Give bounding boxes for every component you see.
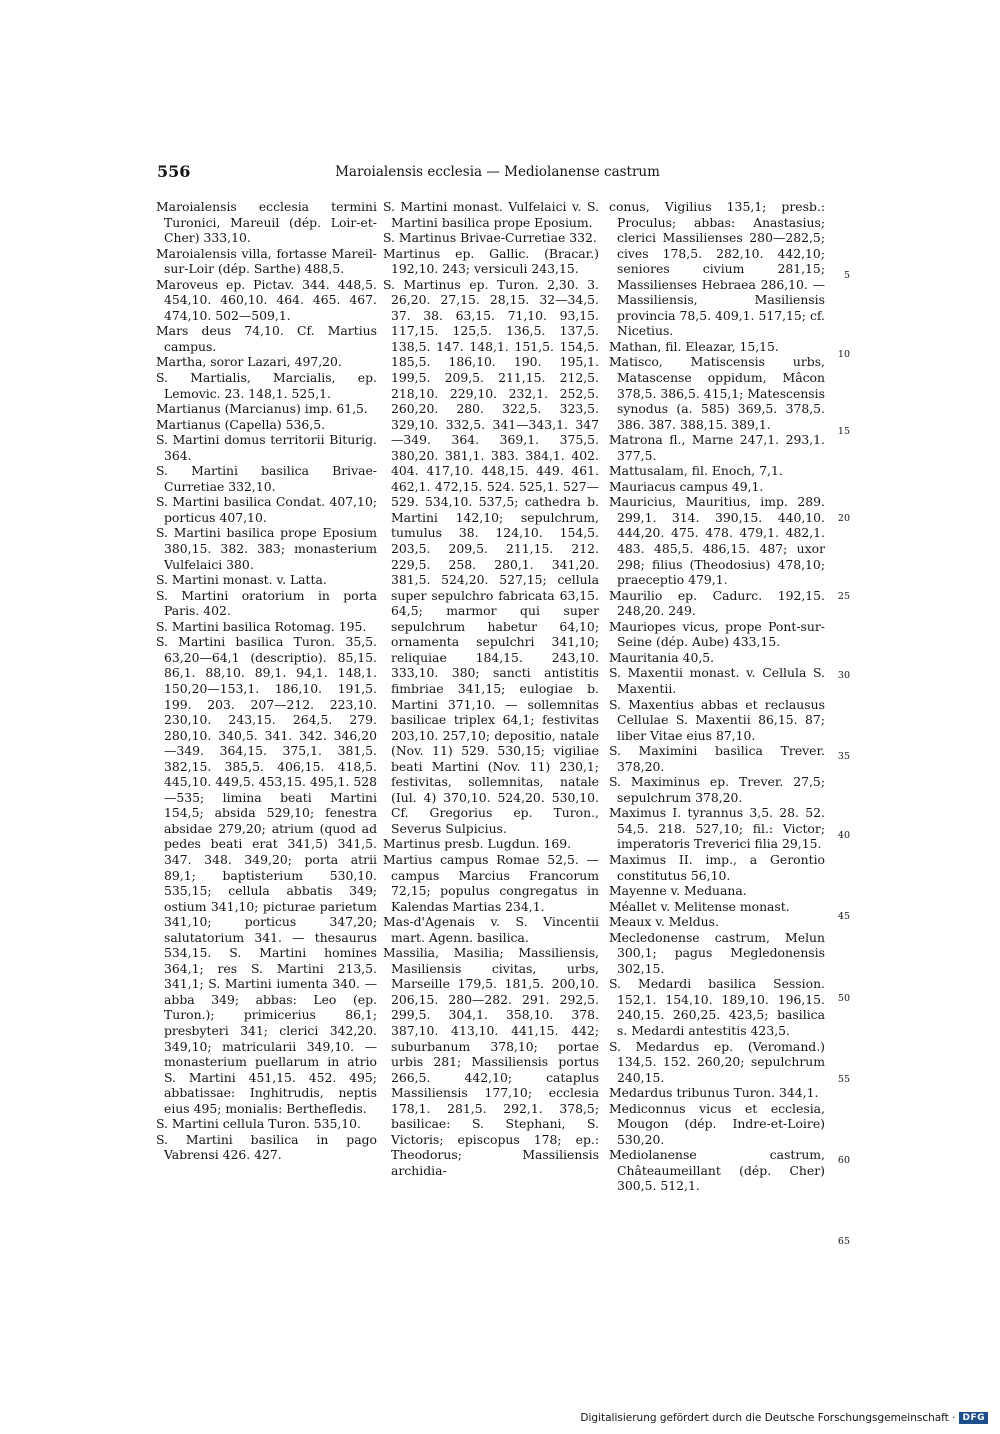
line-number: 10	[837, 349, 850, 360]
index-entry: Martianus (Capella) 536,5.	[156, 416, 326, 432]
index-entry: conus, Vigilius 135,1; presb.: Proculus; abbas: Anastasius; clerici Massilienses 280—282,5; cives 178,5. 282,10. 442,10; seniores civium 281,15; Massilienses Hebraea 286,10. — Massiliensis, Masiliensis provincia 78,5. 409,1. 517,15; cf. Nicetius.	[609, 199, 825, 339]
index-entry: Maroveus ep. Pictav. 344. 448,5. 454,10. 460,10. 464. 465. 467. 474,10. 502—509,1.	[156, 276, 377, 323]
index-entry: Mecledonense castrum, Melun 300,1; pagus Megledonensis 302,15.	[609, 929, 825, 976]
index-entry: Mathan, fil. Eleazar, 15,15.	[609, 338, 779, 354]
index-entry: Martianus (Marcianus) imp. 61,5.	[156, 401, 368, 417]
index-entry: Maximus II. imp., a Gerontio constitutus 56,10.	[609, 851, 825, 883]
index-entry: Mars deus 74,10. Cf. Martius campus.	[156, 323, 377, 354]
index-entry: S. Medardi basilica Session. 152,1. 154,10. 189,10. 196,15. 240,15. 260,25. 423,5; basilica s. Medardi antestitis 423,5.	[609, 976, 825, 1038]
index-entry: Martius campus Romae 52,5. — campus Marcius Francorum 72,15; populus congregatus in Kalendas Martias 234,1.	[383, 851, 599, 914]
index-entry: Mattusalam, fil. Enoch, 7,1.	[609, 463, 783, 479]
index-entry: S. Martinus ep. Turon. 2,30. 3. 26,20. 27,15. 28,15. 32—34,5. 37. 38. 63,15. 71,10. 93,15. 117,15. 125,5. 136,5. 137,5. 138,5. 147. 148,1. 151,5. 154,5. 185,5. 186,10. 190. 195,1. 199,5. 209,5. 211,15. 212,5. 218,10. 229,10. 232,1. 252,5. 260,20. 280. 322,5. 323,5. 329,10. 332,5. 341—343,1. 347—349. 364. 369,1. 375,5. 380,20. 381,1. 383. 384,1. 402. 404. 417,10. 448,15. 449. 461. 462,1. 472,15. 524. 525,1. 527—529. 534,10. 537,5; cathedra b. Martini 142,10; sepulchrum, tumulus 38. 124,10. 154,5. 203,5. 209,5. 211,15. 212. 229,5. 258. 280,1. 341,20. 381,5. 524,20. 527,15; cellula super sepulchro fabricata 63,15. 64,5; marmor qui super sepulchrum habetur 64,10; ornamenta sepulchri 341,10; reliquiae 184,15. 243,10. 333,10. 380; sancti antistitis fimbriae 341,15; eulogiae b. Martini 371,10. — sollemnitas basilicae triplex 64,1; festivitas 203,10. 257,10; depositio, natale (Nov. 11) 529. 530,15; vigiliae beati Martini (Nov. 11) 230,1; festivitas, sollemnitas, natale (Iul. 4) 370,10. 524,20. 530,10. Cf. Gregorius ep. Turon., Severus Sulpicius.	[383, 276, 599, 836]
line-number: 40	[837, 830, 850, 841]
line-number: 25	[837, 591, 850, 602]
line-number: 45	[837, 911, 850, 922]
index-column-2	[383, 199, 599, 1178]
footer-text: Digitalisierung gefördert durch die Deutsche Forschungsgemeinschaft ·	[580, 1412, 956, 1424]
index-entry: Maroialensis ecclesia termini Turonici, Mareuil (dép. Loir-et-Cher) 333,10.	[156, 199, 377, 246]
index-entry: Martinus ep. Gallic. (Bracar.) 192,10. 243; versiculi 243,15.	[383, 245, 599, 277]
index-entry: S. Martini cellula Turon. 535,10.	[156, 1116, 361, 1132]
line-number: 20	[837, 513, 850, 524]
index-column-1	[156, 199, 377, 1163]
index-entry: Méallet v. Melitense monast.	[609, 898, 790, 914]
index-entry: Martha, soror Lazari, 497,20.	[156, 354, 342, 370]
index-entry: S. Martini basilica in pago Vabrensi 426. 427.	[156, 1131, 377, 1163]
dfg-logo: DFG	[959, 1412, 988, 1424]
index-entry: Martinus presb. Lugdun. 169.	[383, 836, 572, 852]
line-number: 35	[837, 751, 850, 762]
index-entry: Maximus I. tyrannus 3,5. 28. 52. 54,5. 218. 527,10; fil.: Victor; imperatoris Treverici filia 29,15.	[609, 805, 825, 852]
index-entry: S. Maximini basilica Trever. 378,20.	[609, 743, 825, 774]
line-number: 5	[843, 270, 850, 281]
index-entry: Matisco, Matiscensis urbs, Matascense oppidum, Mâcon 378,5. 386,5. 415,1; Matescensis synodus (a. 585) 369,5. 378,5. 386. 387. 388,15. 389,1.	[609, 354, 825, 432]
line-number: 65	[837, 1236, 850, 1247]
index-entry: Mediconnus vicus et ecclesia, Mougon (dép. Indre-et-Loire) 530,20.	[609, 1100, 825, 1147]
index-entry: Massilia, Masilia; Massiliensis, Masiliensis civitas, urbs, Marseille 179,5. 181,5. 200,10. 206,15. 280—282. 291. 292,5. 299,5. 304,1. 358,10. 378. 387,10. 413,10. 441,15. 442; suburbanum 378,10; portae urbis 281; Massiliensis portus 266,5. 442,10; cataplus Massiliensis 177,10; ecclesia 178,1. 281,5. 292,1. 378,5; basilicae: S. Stephani, S. Victoris; episcopus 178; ep.: Theodorus; Massiliensis archidia-	[383, 945, 599, 1178]
page-number: 556	[157, 162, 191, 181]
index-entry: Mauricius, Mauritius, imp. 289. 299,1. 314. 390,15. 440,10. 444,20. 475. 478. 479,1. 482,1. 483. 485,5. 486,15. 487; uxor 298; filius (Theodosius) 478,10; praeceptio 479,1.	[609, 494, 825, 588]
index-entry: Matrona fl., Marne 247,1. 293,1. 377,5.	[609, 432, 825, 463]
index-entry: Mas-d'Agenais v. S. Vincentii mart. Agenn. basilica.	[383, 914, 599, 945]
running-title: Maroialensis ecclesia — Mediolanense castrum	[335, 164, 660, 180]
index-entry: S. Martini basilica Condat. 407,10; porticus 407,10.	[156, 494, 377, 525]
index-entry: Mauriopes vicus, prope Pont-sur-Seine (dép. Aube) 433,15.	[609, 618, 825, 650]
index-entry: Medardus tribunus Turon. 344,1.	[609, 1085, 819, 1101]
index-entry: S. Medardus ep. (Veromand.) 134,5. 152. 260,20; sepulchrum 240,15.	[609, 1038, 825, 1085]
index-entry: S. Maxentii monast. v. Cellula S. Maxentii.	[609, 665, 825, 696]
index-entry: Mayenne v. Meduana.	[609, 883, 747, 899]
footer-credit	[580, 1412, 988, 1424]
index-entry: Maurilio ep. Cadurc. 192,15. 248,20. 249.	[609, 587, 825, 619]
index-entry: S. Martini basilica prope Eposium 380,15. 382. 383; monasterium Vulfelaici 380.	[156, 525, 377, 572]
index-entry: S. Martinus Brivae-Curretiae 332.	[383, 230, 597, 246]
index-entry: Mediolanense castrum, Châteaumeillant (dép. Cher) 300,5. 512,1.	[609, 1147, 825, 1194]
index-entry: S. Martini oratorium in porta Paris. 402.	[156, 587, 377, 619]
index-entry: S. Maxentius abbas et reclausus Cellulae S. Maxentii 86,15. 87; liber Vitae eius 87,10.	[609, 696, 825, 743]
index-entry: S. Martini monast. Vulfelaici v. S. Martini basilica prope Eposium.	[383, 199, 599, 230]
index-column-3	[609, 199, 825, 1194]
line-number: 55	[837, 1074, 850, 1085]
index-entry: S. Martini basilica Brivae-Curretiae 332,10.	[156, 463, 377, 494]
index-entry: S. Martini domus territorii Biturig. 364.	[156, 432, 377, 463]
line-number: 50	[837, 993, 850, 1004]
line-number: 30	[837, 670, 850, 681]
index-entry: S. Martini monast. v. Latta.	[156, 572, 327, 588]
index-entry: Maroialensis villa, fortasse Mareil-sur-Loir (dép. Sarthe) 488,5.	[156, 245, 377, 277]
index-entry: S. Martialis, Marcialis, ep. Lemovic. 23. 148,1. 525,1.	[156, 370, 377, 401]
line-number: 15	[837, 426, 850, 437]
index-entry: S. Maximinus ep. Trever. 27,5; sepulchrum 378,20.	[609, 774, 825, 805]
index-entry: Mauriacus campus 49,1.	[609, 478, 764, 494]
index-entry: S. Martini basilica Turon. 35,5. 63,20—64,1 (descriptio). 85,15. 86,1. 88,10. 89,1. 94,1. 148,1. 150,20—153,1. 186,10. 191,5. 199. 203. 207—212. 223,10. 230,10. 243,15. 264,5. 279. 280,10. 340,5. 341. 342. 346,20—349. 364,15. 375,1. 381,5. 382,15. 385,5. 406,15. 418,5. 445,10. 449,5. 453,15. 495,1. 528—535; limina beati Martini 154,5; absida 529,10; fenestra absidae 279,20; atrium (quod ad pedes beati erat 341,5) 341,5. 347. 348. 349,20; porta atrii 89,1; baptisterium 530,10. 535,15; cellula abbatis 349; ostium 341,10; picturae parietum 341,10; porticus 347,20; salutatorium 341. — thesaurus 534,15. S. Martini homines 364,1; res S. Martini 213,5. 341,1; S. Martini iumenta 340. — abba 349; abbas: Leo (ep. Turon.); primicerius 86,1; presbyteri 341; clerici 342,20. 349,10; matricularii 349,10. — monasterium puellarum in atrio S. Martini 451,15. 452. 495; abbatissae: Inghitrudis, neptis eius 495; monialis: Berthefledis.	[156, 634, 377, 1116]
index-entry: S. Martini basilica Rotomag. 195.	[156, 618, 367, 634]
index-entry: Meaux v. Meldus.	[609, 914, 719, 930]
line-number: 60	[837, 1155, 850, 1166]
index-entry: Mauritania 40,5.	[609, 649, 715, 665]
